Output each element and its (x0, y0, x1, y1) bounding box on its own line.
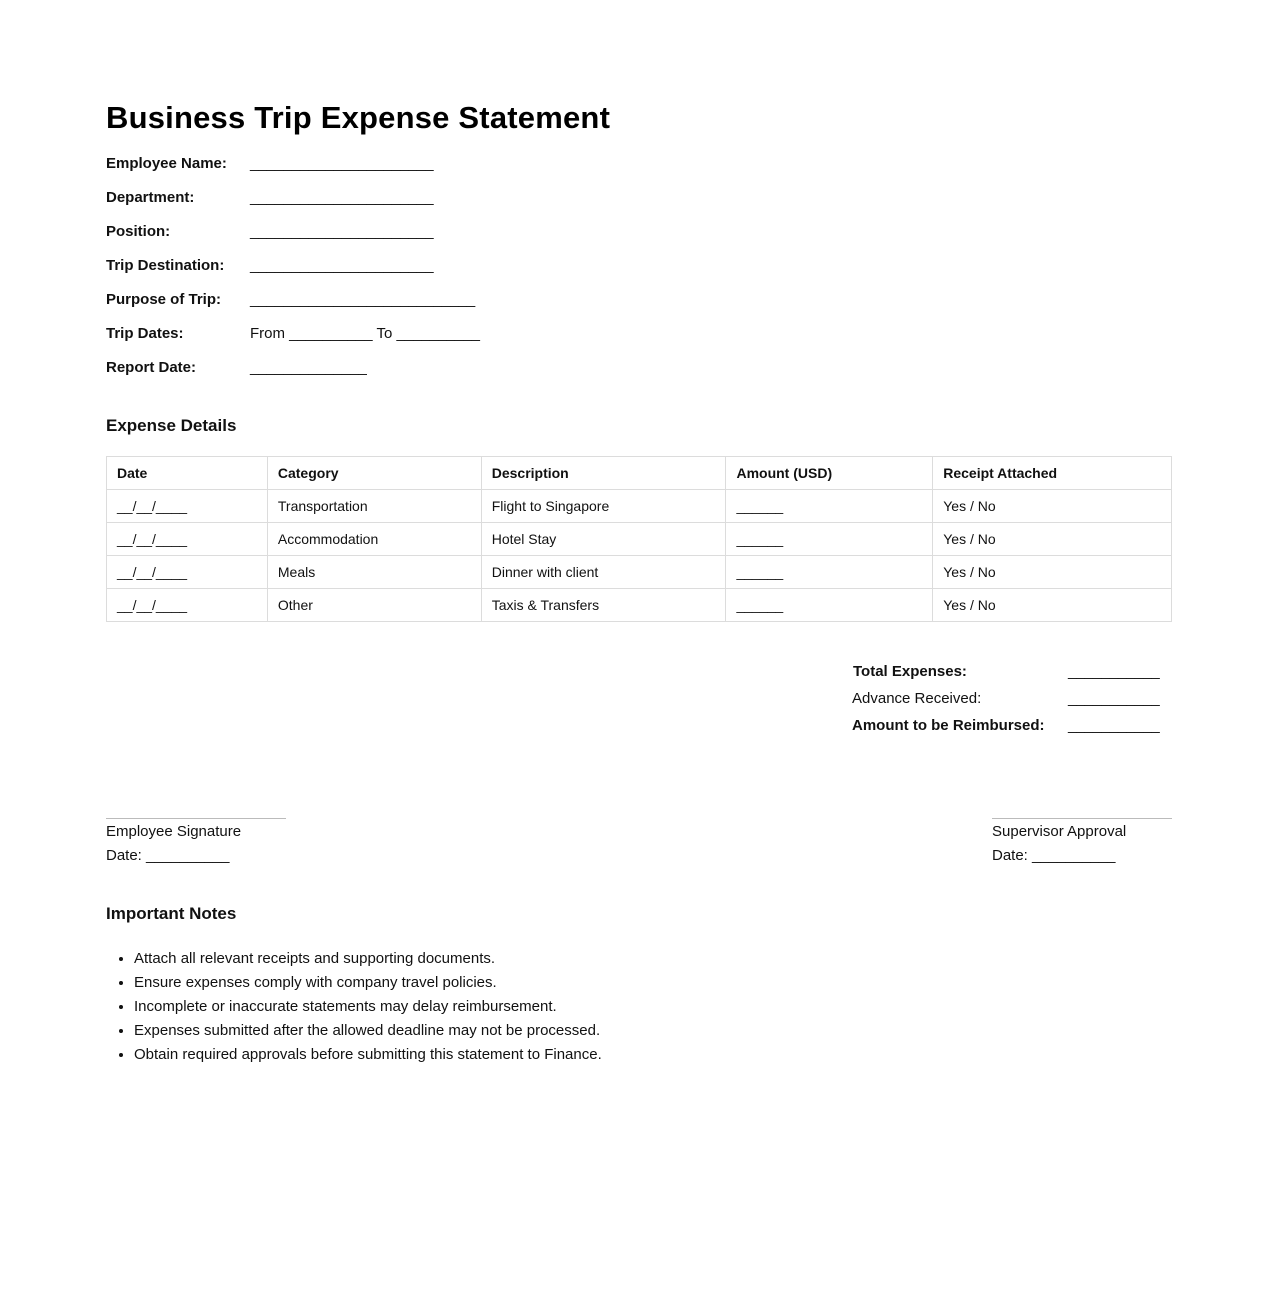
employee-signature-block[interactable] (106, 818, 286, 864)
employee-signature-line[interactable] (106, 818, 286, 819)
trip-destination-label: Trip Destination: (106, 257, 225, 274)
list-item: • Ensure expenses comply with company travel policies. (134, 972, 602, 996)
total-expenses-blank[interactable]: ___________ (1068, 663, 1160, 680)
expense-table (106, 456, 1172, 622)
list-item: • Expenses submitted after the allowed deadline may not be processed. (134, 1020, 602, 1044)
total-expenses-label: Total Expenses: (853, 663, 967, 680)
category-cell: Other (267, 589, 481, 622)
list-item: • Obtain required approvals before submitting this statement to Finance. (134, 1044, 602, 1068)
column-header-receipt: Receipt Attached (933, 457, 1172, 490)
trip-dates-blank[interactable]: From __________ To __________ (250, 325, 480, 342)
employee-name-blank[interactable]: ______________________ (250, 155, 434, 172)
supervisor-approval-block[interactable] (992, 818, 1172, 864)
supervisor-approval-label: Supervisor Approval (992, 823, 1127, 840)
category-cell: Accommodation (267, 523, 481, 556)
description-cell: Hotel Stay (481, 523, 726, 556)
advance-received-label: Advance Received: (852, 690, 982, 707)
position-label: Position: (106, 223, 171, 240)
notes-list (106, 948, 602, 1068)
employee-signature-date[interactable]: Date: __________ (106, 847, 230, 864)
amount-cell[interactable]: ______ (726, 523, 933, 556)
department-blank[interactable]: ______________________ (250, 189, 434, 206)
column-header-date: Date (107, 457, 268, 490)
date-cell[interactable]: __/__/____ (107, 490, 268, 523)
report-date-blank[interactable]: ______________ (250, 359, 367, 376)
description-cell: Dinner with client (481, 556, 726, 589)
category-cell: Transportation (267, 490, 481, 523)
column-header-description: Description (481, 457, 726, 490)
total-expenses-row (853, 663, 1173, 683)
amount-cell[interactable]: ______ (726, 490, 933, 523)
trip-dates-label: Trip Dates: (106, 325, 184, 342)
table-row (107, 490, 1172, 523)
department-label: Department: (106, 189, 195, 206)
table-row (107, 589, 1172, 622)
amount-reimbursed-row (852, 717, 1172, 737)
purpose-of-trip-blank[interactable]: ___________________________ (250, 291, 476, 308)
date-cell[interactable]: __/__/____ (107, 523, 268, 556)
receipt-cell[interactable]: Yes / No (933, 556, 1172, 589)
amount-cell[interactable]: ______ (726, 589, 933, 622)
list-item: • Attach all relevant receipts and supporting documents. (134, 948, 602, 972)
employee-signature-label: Employee Signature (106, 823, 242, 840)
amount-reimbursed-blank[interactable]: ___________ (1068, 717, 1160, 734)
report-date-label: Report Date: (106, 359, 197, 376)
employee-name-label: Employee Name: (106, 155, 227, 172)
date-cell[interactable]: __/__/____ (107, 556, 268, 589)
category-cell: Meals (267, 556, 481, 589)
amount-reimbursed-label: Amount to be Reimbursed: (852, 717, 1045, 734)
description-cell: Taxis & Transfers (481, 589, 726, 622)
supervisor-signature-line[interactable] (992, 818, 1172, 819)
advance-received-row (852, 690, 1172, 710)
expense-details-heading: Expense Details (106, 416, 237, 435)
date-cell[interactable]: __/__/____ (107, 589, 268, 622)
position-blank[interactable]: ______________________ (250, 223, 434, 240)
advance-received-blank[interactable]: ___________ (1068, 690, 1160, 707)
list-item: • Incomplete or inaccurate statements may delay reimbursement. (134, 996, 602, 1020)
receipt-cell[interactable]: Yes / No (933, 589, 1172, 622)
column-header-category: Category (267, 457, 481, 490)
receipt-cell[interactable]: Yes / No (933, 490, 1172, 523)
trip-destination-blank[interactable]: ______________________ (250, 257, 434, 274)
supervisor-approval-date[interactable]: Date: __________ (992, 847, 1116, 864)
document-title: Business Trip Expense Statement (106, 100, 611, 135)
receipt-cell[interactable]: Yes / No (933, 523, 1172, 556)
table-row (107, 556, 1172, 589)
amount-cell[interactable]: ______ (726, 556, 933, 589)
column-header-amount: Amount (USD) (726, 457, 933, 490)
important-notes-heading: Important Notes (106, 904, 237, 923)
purpose-of-trip-label: Purpose of Trip: (106, 291, 222, 308)
description-cell: Flight to Singapore (481, 490, 726, 523)
expense-table-header (107, 457, 1172, 490)
table-row (107, 523, 1172, 556)
